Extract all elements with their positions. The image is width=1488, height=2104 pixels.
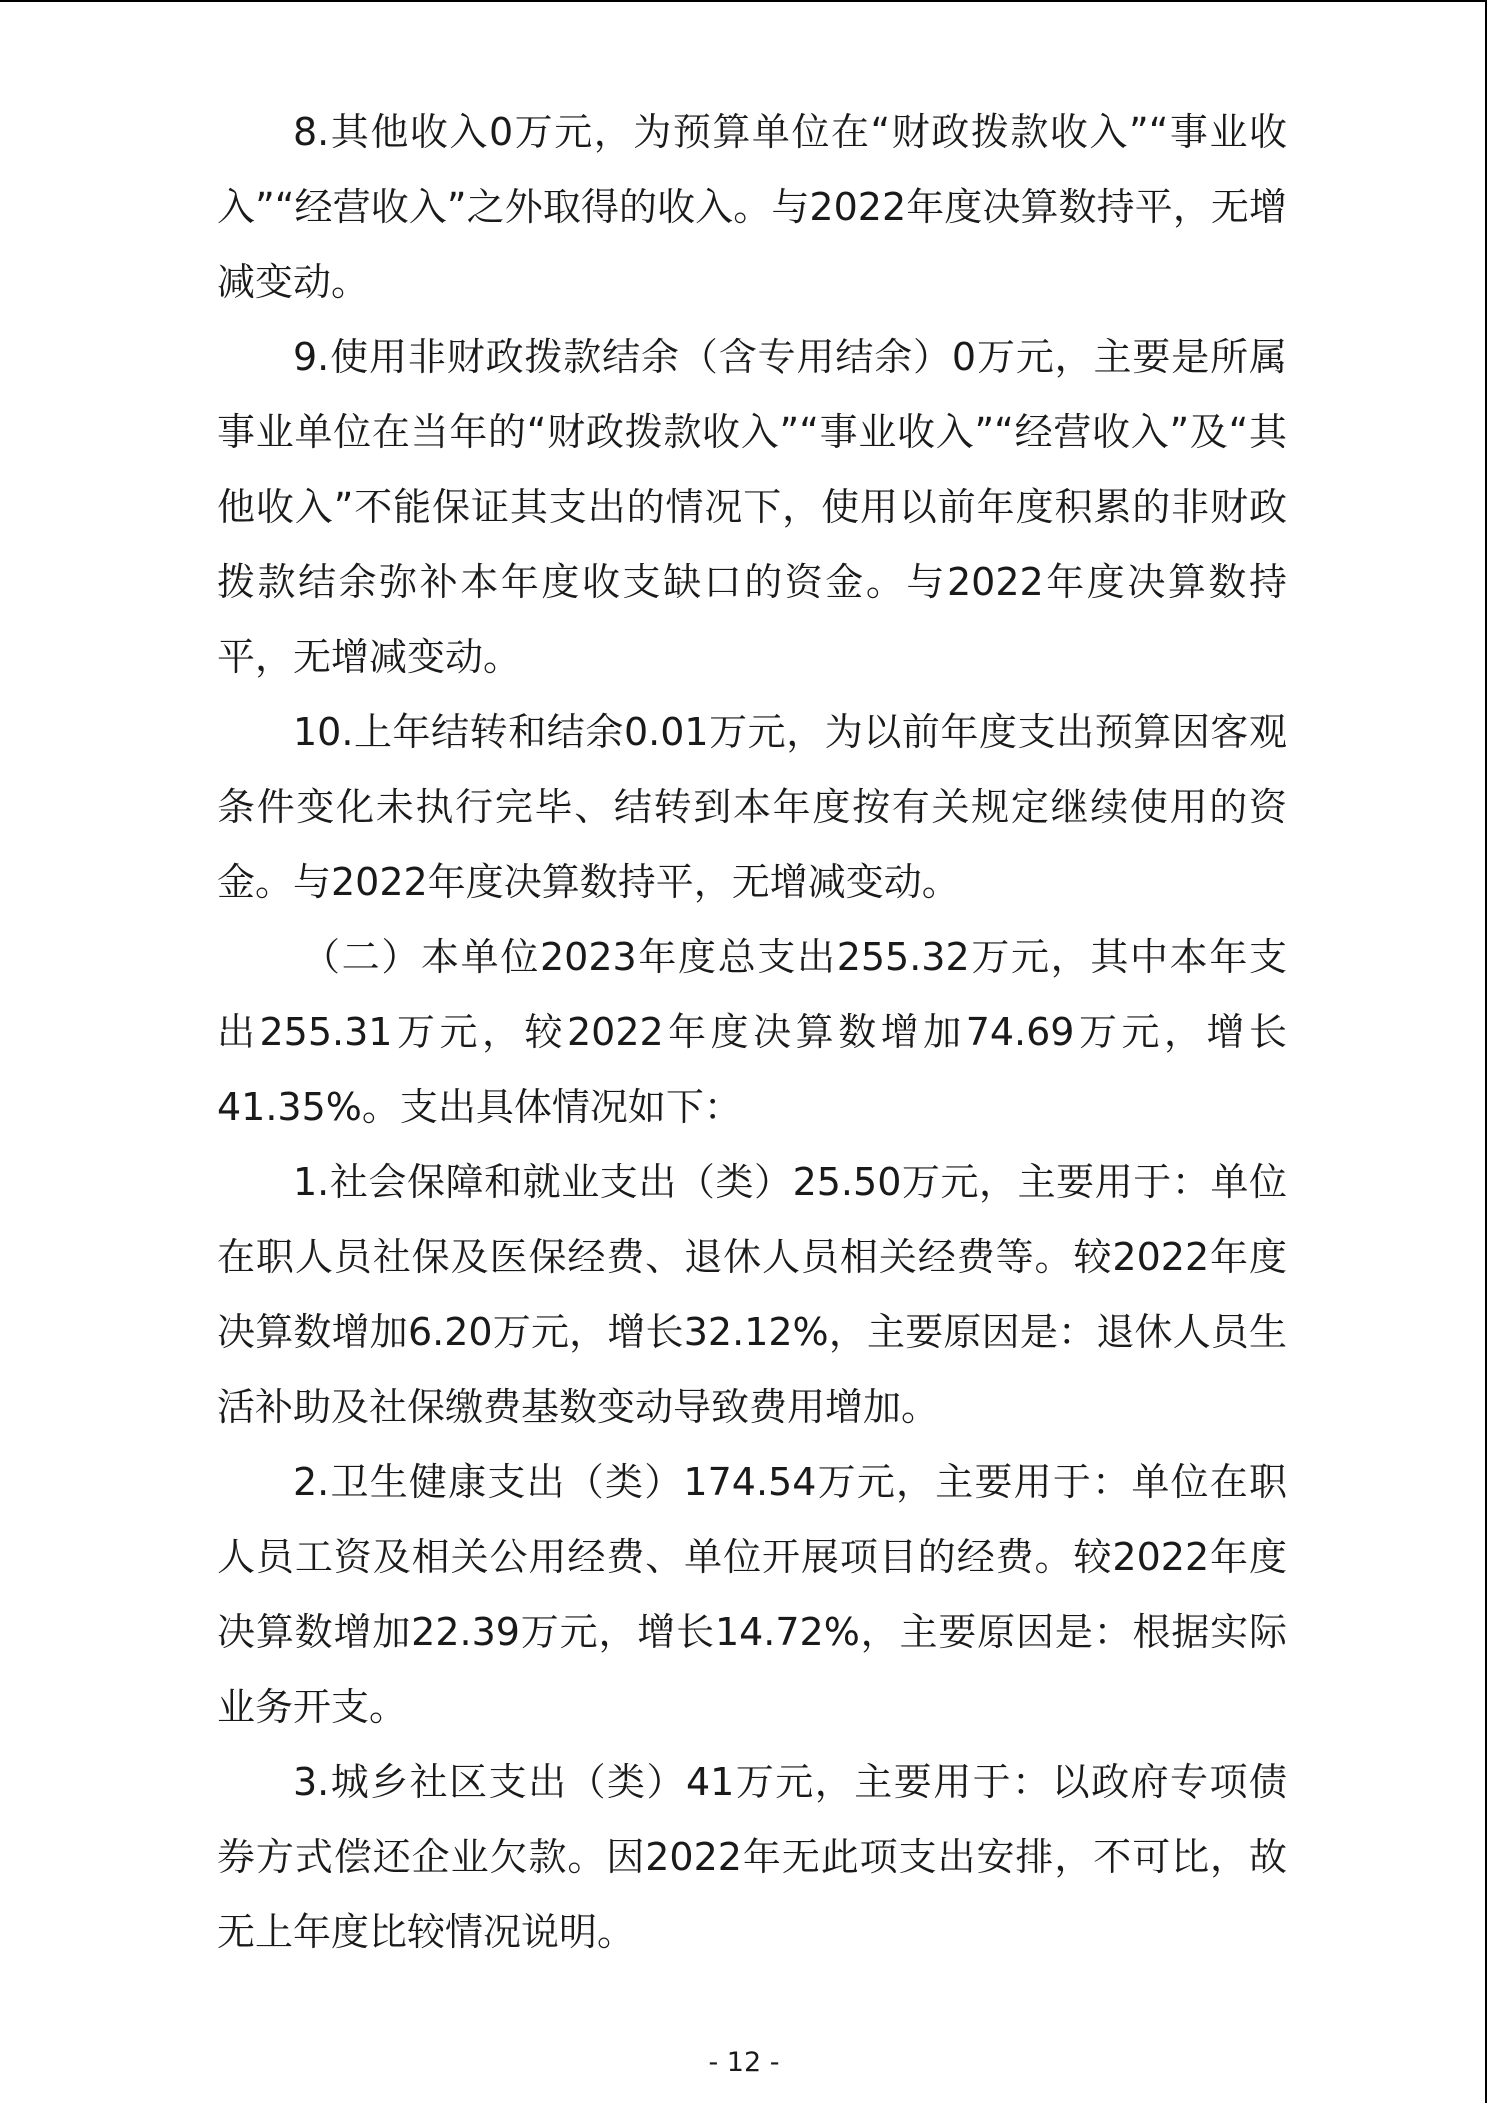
page-number: - 12 -: [708, 2047, 780, 2078]
paragraph-non-fiscal-balance: 9.使用非财政拨款结余（含专用结余）0万元，主要是所属事业单位在当年的“财政拨款收入”“事业收入”“经营收入”及“其他收入”不能保证其支出的情况下，使用以前年度积累的非财政拨款结余弥补本年度收支缺口的资金。与2022年度决算数持平，无增减变动。: [217, 335, 1287, 679]
paragraph-urban-rural: 3.城乡社区支出（类）41万元，主要用于：以政府专项债券方式偿还企业欠款。因2022年无此项支出安排，不可比，故无上年度比较情况说明。: [217, 1760, 1287, 1954]
paragraph-social-security: 1.社会保障和就业支出（类）25.50万元，主要用于：单位在职人员社保及医保经费、退休人员相关经费等。较2022年度决算数增加6.20万元，增长32.12%，主要原因是：退休人员生活补助及社保缴费基数变动导致费用增加。: [217, 1160, 1287, 1429]
document-body: [217, 95, 1287, 1970]
paragraph-other-income: 8.其他收入0万元，为预算单位在“财政拨款收入”“事业收入”“经营收入”之外取得的收入。与2022年度决算数持平，无增减变动。: [217, 110, 1287, 304]
paragraph-carryover: 10.上年结转和结余0.01万元，为以前年度支出预算因客观条件变化未执行完毕、结转到本年度按有关规定继续使用的资金。与2022年度决算数持平，无增减变动。: [217, 710, 1287, 904]
paragraph-health: 2.卫生健康支出（类）174.54万元，主要用于：单位在职人员工资及相关公用经费、单位开展项目的经费。较2022年度决算数增加22.39万元，增长14.72%，主要原因是：根据实际业务开支。: [217, 1460, 1287, 1729]
paragraph-total-expenditure: （二）本单位2023年度总支出255.32万元，其中本年支出255.31万元，较2022年度决算数增加74.69万元，增长41.35%。支出具体情况如下：: [217, 935, 1287, 1129]
